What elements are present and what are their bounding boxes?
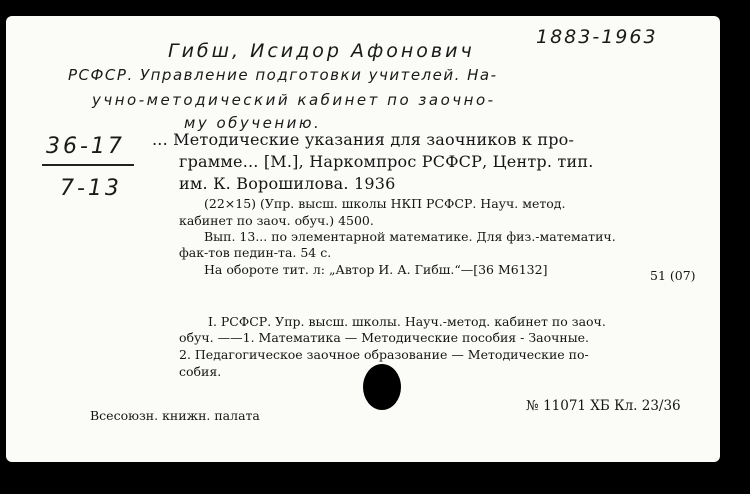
handwritten-org-line-2: учно-методический кабинет по заочно- [92, 91, 496, 109]
subject-line-1: I. РСФСР. Упр. высш. школы. Науч.-метод. кабинет по заоч. [208, 314, 606, 329]
entry-line-1: ... Методические указания для заочников к про- [152, 130, 575, 149]
entry-line-7: фак-тов педин-та. 54 с. [179, 245, 332, 260]
entry-line-5: кабинет по заоч. обуч.) 4500. [179, 213, 374, 228]
subject-line-4: собия. [179, 364, 222, 379]
call-number-rule [42, 164, 134, 166]
entry-line-4: (22×15) (Упр. высш. школы НКП РСФСР. Науч. метод. [204, 196, 566, 211]
entry-line-2: грамме... [М.], Наркомпрос РСФСР, Центр. тип. [179, 152, 594, 171]
publisher-imprint: Всесоюзн. книжн. палата [90, 408, 260, 423]
subject-line-3: 2. Педагогическое заочное образование — Методические по- [179, 347, 589, 362]
entry-line-6: Вып. 13... по элементарной математике. Для физ.-математич. [204, 229, 616, 244]
card-punch-hole [363, 364, 401, 410]
entry-line-3: им. К. Ворошилова. 1936 [179, 174, 396, 193]
entry-classification: 51 (07) [650, 268, 696, 283]
handwritten-years: 1883-1963 [536, 26, 658, 48]
entry-line-8: На обороте тит. л: „Автор И. А. Гибш.“—[36 М6132] [204, 262, 548, 277]
call-number-top: 36-17 [46, 134, 125, 159]
handwritten-author: Гибш, Исидор Афонович [168, 40, 475, 62]
subject-line-2: обуч. ——1. Математика — Методические пособия - Заочные. [179, 330, 590, 345]
handwritten-org-line-3: му обучению. [184, 114, 322, 132]
call-number-bottom: 7-13 [60, 176, 122, 201]
card-number: № 11071 ХБ Кл. 23/36 [526, 398, 681, 414]
catalog-card [6, 16, 720, 462]
handwritten-org-line-1: РСФСР. Управление подготовки учителей. На- [68, 66, 498, 84]
